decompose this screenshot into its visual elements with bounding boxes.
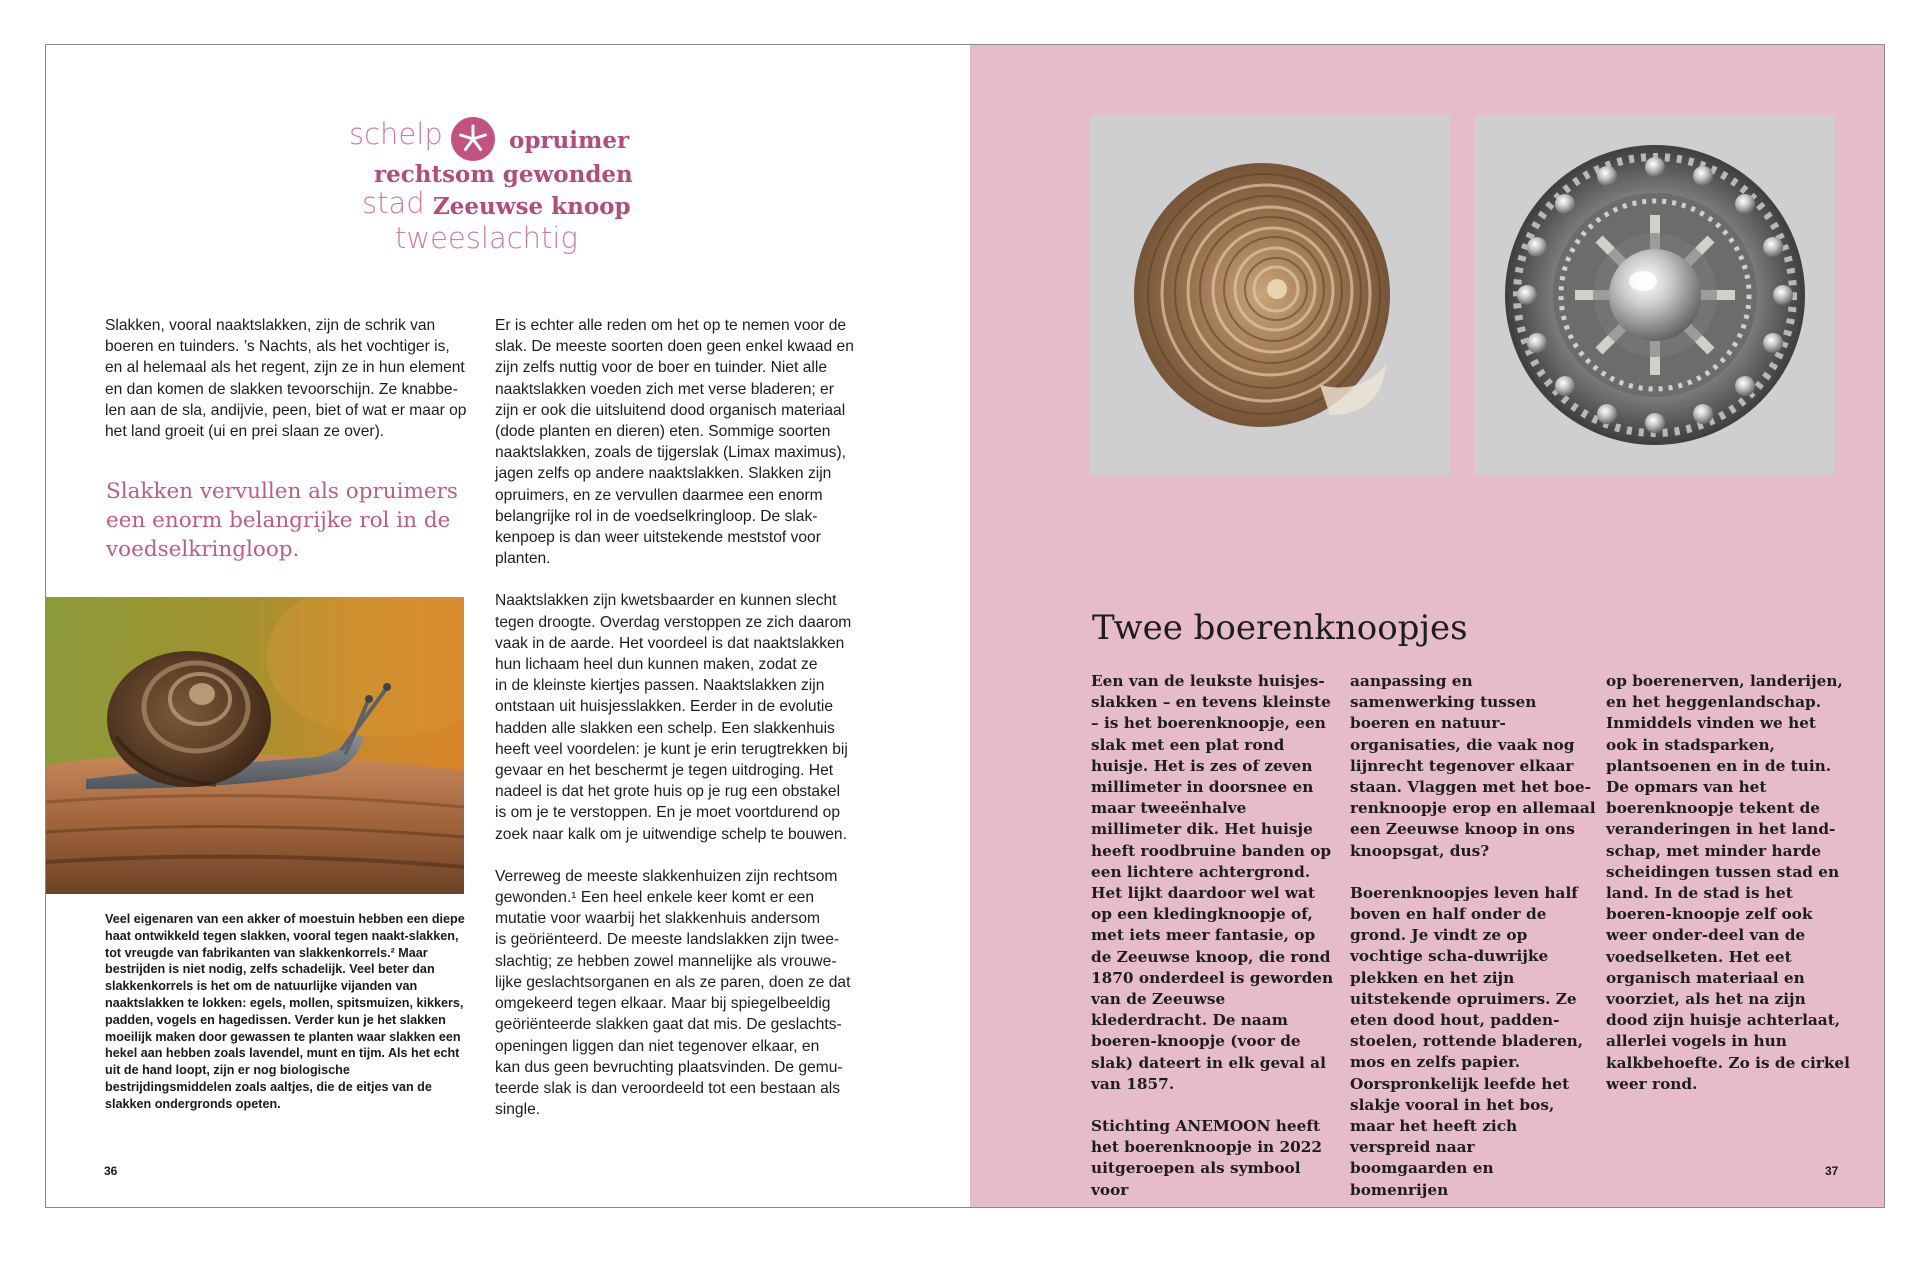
text-line: vaak in de aarde. Het voordeel is dat naaktslakken — [495, 634, 845, 652]
text-line: jagen zelfs op andere naaktslakken. Slakken zijn — [495, 465, 832, 483]
text-line: Verreweg de meeste slakkenhuizen zijn rechtsom — [495, 867, 838, 885]
section-heading: Twee boerenknoopjes — [1092, 608, 1468, 648]
text-line: hun lichaam heel dun kunnen maken, zodat ze — [495, 656, 818, 674]
keyword-stad: stad — [362, 186, 425, 220]
keyword-rechtsom-gewonden: rechtsom gewonden — [374, 161, 633, 188]
paragraph: aanpassing en samenwerking tussen boeren en natuur-organisaties, die vaak nog lijnrecht tegenover elkaar staan. Vlaggen met het boe-renknoopje erop en allemaal een Zeeuwse knoop in ons knoopsgat, dus? — [1350, 672, 1596, 860]
paragraph: Stichting ANEMOON heeft het boerenknoopje in 2022 uitgeroepen als symbool voor — [1091, 1117, 1323, 1199]
text-line: opruimers, en ze vervullen daarmee een enorm — [495, 486, 823, 504]
text-line: tegen droogte. Overdag verstoppen ze zich daarom — [495, 613, 852, 631]
text-line: gevaar en het beschermt je tegen uitdroging. Het — [495, 762, 834, 780]
text-line: planten. — [495, 550, 551, 568]
text-line: geöriënteerde slakken gaat dat mis. De geslachts- — [495, 1016, 842, 1034]
text-line: gewonden.¹ Een heel enkele keer komt er een — [495, 889, 815, 907]
pull-quote: Slakken vervullen als opruimers een enorm belangrijke rol in de voedselkringloop. — [106, 479, 458, 562]
text-line: (dode planten en dieren) eten. Sommige soorten — [495, 423, 831, 441]
text-line: openingen liggen dan niet tegenover elkaar, en — [495, 1037, 820, 1055]
text-line: lijke geslachtsorganen en als ze paren, doen ze dat — [495, 973, 851, 991]
text-line: het land groeit (ui en prei slaan ze over). — [105, 423, 385, 441]
text-line: en al helemaal als het regent, zijn ze in hun element — [105, 359, 465, 377]
photo-caption: Veel eigenaren van een akker of moestuin hebben een diepe haat ontwikkeld tegen slakken, vooral tegen naakt-slakken, tot vreugde van fabrikanten van slakkenkorrels.² Maar bestrijden is niet nodig, zelfs schadelijk. Veel beter dan slakkenkorrels is het om de natuurlijke vijanden van naaktslakken te lokken: egels, mollen, spitsmuizen, kikkers, padden, vogels en hagedissen. Verder kun je het slakken moeilijk maken door gewassen te planten waar slakken een hekel aan hebben zoals lavendel, munt en tijm. Als het echt uit de hand loopt, zijn er nog biologische bestrijdingsmiddelen zoals aaltjes, die de eitjes van de slakken ondergronds opeten. — [105, 912, 465, 1111]
right-column-3-text — [1606, 671, 1852, 1116]
right-column-2-text — [1350, 671, 1596, 1208]
text-line: omgekeerd tegen elkaar. Maar bij spiegelbeeldig — [495, 995, 831, 1013]
left-column-1-text — [105, 315, 467, 442]
text-line: belangrijke rol in de voedselkringloop. De slak- — [495, 507, 818, 525]
page-number-left: 36 — [104, 1164, 118, 1178]
text-line: zijn zelfs nuttig voor de boer en tuinder. Niet alle — [495, 359, 827, 377]
text-line: slak. De meeste soorten doen geen enkel kwaad en — [495, 338, 854, 356]
keyword-tweeslachtig: tweeslachtig — [395, 221, 578, 255]
paragraph: op boerenerven, landerijen, en het heggenlandschap. Inmiddels vinden we het ook in stadsparken, plantsoenen en in de tuin. De opmars van het boerenknoopje tekent de veranderingen in het land-schap, met minder harde scheidingen tussen stad en land. In de stad is het boeren-knoopje zelf ook weer onder-deel van de voedselketen. Het eet organisch materiaal en voorziet, als het na zijn dood zijn huisje achterlaat, allerlei vogels in hun kalkbehoefte. Zo is de cirkel weer rond. — [1606, 672, 1850, 1093]
text-line: kenpoep is dan weer uitstekende meststof voor — [495, 529, 821, 547]
right-column-1-text — [1091, 671, 1337, 1208]
text-line: teerde slak is dan veroordeeld tot een bestaan als — [495, 1079, 841, 1097]
text-line: zoek naar kalk om je uitwendige schelp te bouwen. — [495, 825, 847, 843]
text-line: Slakken, vooral naaktslakken, zijn de schrik van — [105, 317, 436, 334]
text-line: nadeel is dat het grote huis op je rug een obstakel — [495, 783, 841, 801]
asterisk-star-icon — [451, 117, 495, 161]
zeeuwse-knoop-photo — [1475, 115, 1835, 475]
boerenknoopje-shell-photo — [1090, 115, 1450, 475]
text-line: kan dus geen bevruchting plaatsvinden. De gemu- — [495, 1058, 843, 1076]
garden-snail-photo — [46, 597, 464, 894]
text-line: ontstaan uit huisjesslakken. Eerder in de evolutie — [495, 698, 834, 716]
keyword-opruimer: opruimer — [509, 127, 630, 154]
text-line: en dan komen de slakken tevoorschijn. Ze knabbe- — [105, 380, 458, 398]
keyword-schelp: schelp — [349, 117, 443, 151]
text-line: single. — [495, 1101, 541, 1119]
text-line: boeren en tuinders. ’s Nachts, als het vochtiger is, — [105, 338, 450, 356]
keyword-zeeuwse-knoop: Zeeuwse knoop — [433, 193, 631, 220]
text-line: is geöriënteerd. De meeste landslakken zijn twee- — [495, 931, 840, 949]
right-page — [970, 45, 1885, 1207]
text-line: mutatie voor waarbij het slakkenhuis andersom — [495, 910, 821, 928]
text-line: is om je te verstoppen. En je moet voortdurend op — [495, 804, 840, 822]
text-line: len aan de sla, andijvie, peen, biet of wat er maar op — [105, 401, 467, 419]
page-number-right: 37 — [1825, 1164, 1839, 1178]
text-line: Naaktslakken zijn kwetsbaarder en kunnen slecht — [495, 592, 837, 610]
paragraph: Een van de leukste huisjes-slakken – en tevens kleinste – is het boerenknoopje, een slak met een plat rond huisje. Het is zes of zeven millimeter in doorsnee en maar tweeënhalve millimeter dik. Het huisje heeft roodbruine banden op een lichtere achtergrond. Het lijkt daardoor wel wat op een kledingknoopje of, met iets meer fantasie, op de Zeeuwse knoop, die rond 1870 onderdeel is geworden van de Zeeuwse klederdracht. De naam boeren-knoopje (voor de slak) dateert in elk geval al van 1857. — [1091, 672, 1334, 1093]
text-line: hadden alle slakken een schelp. Een slakkenhuis — [495, 719, 835, 737]
paragraph: Boerenknoopjes leven half boven en half onder de grond. Je vindt ze op vochtige scha-duwrijke plekken en het zijn uitstekende opruimers. Ze eten dood hout, padden-stoelen, rottende bladeren, mos en zelfs papier. Oorspronkelijk leefde het slakje vooral in het bos, maar het heeft zich verspreid naar boomgaarden en bomenrijen — [1350, 883, 1584, 1199]
left-column-2-text — [495, 315, 875, 1120]
text-line: in de kleinste kiertjes passen. Naaktslakken zijn — [495, 677, 825, 695]
text-line: naaktslakken voeden zich met verse bladeren; er — [495, 380, 834, 398]
book-spread — [45, 44, 1885, 1208]
text-line: zijn er ook die uitsluitend dood organisch materiaal — [495, 401, 846, 419]
text-line: Er is echter alle reden om het op te nemen voor de — [495, 317, 847, 334]
text-line: heeft veel voordelen: je kunt je erin terugtrekken bij — [495, 740, 848, 758]
text-line: slachtig; ze hebben zowel mannelijke als vrouwe- — [495, 952, 837, 970]
left-page — [46, 45, 970, 1207]
text-line: naaktslakken, zoals de tijgerslak (Limax maximus), — [495, 444, 846, 462]
